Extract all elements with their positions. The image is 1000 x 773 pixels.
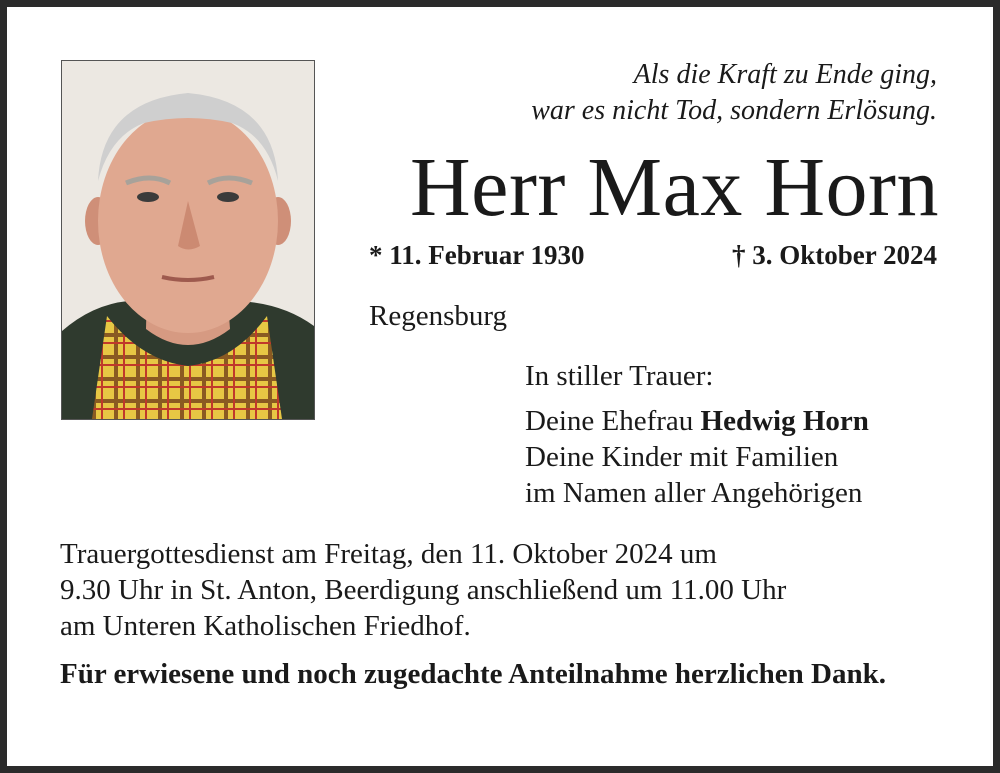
spouse-name: Hedwig Horn: [700, 405, 869, 437]
quote-line-2: war es nicht Tod, sondern Erlösung.: [531, 95, 937, 126]
mourner-children: Deine Kinder mit Familien: [525, 441, 839, 473]
mourners-intro: In stiller Trauer:: [525, 360, 714, 392]
mourner-spouse: [525, 403, 869, 439]
birth-date: * 11. Februar 1930: [369, 240, 585, 270]
thanks-note: Für erwiesene und noch zugedachte Anteilnahme herzlichen Dank.: [60, 658, 886, 690]
funeral-service-info: [60, 536, 786, 644]
service-line-2: 9.30 Uhr in St. Anton, Beerdigung anschließend um 11.00 Uhr: [60, 574, 787, 606]
service-line-3: am Unteren Katholischen Friedhof.: [60, 610, 471, 642]
memorial-quote: [531, 57, 937, 129]
spouse-prefix: Deine Ehefrau: [525, 405, 701, 437]
deceased-name: Herr Max Horn: [410, 141, 939, 234]
service-line-1: Trauergottesdienst am Freitag, den 11. Oktober 2024 um: [60, 538, 717, 570]
mourner-relatives: im Namen aller Angehörigen: [525, 477, 863, 509]
residence-place: Regensburg: [369, 300, 508, 332]
death-date: † 3. Oktober 2024: [731, 240, 937, 270]
portrait-illustration: [62, 61, 314, 419]
mourners-block: [525, 358, 869, 511]
quote-line-1: Als die Kraft zu Ende ging,: [633, 59, 937, 90]
portrait-photo: [61, 60, 315, 420]
